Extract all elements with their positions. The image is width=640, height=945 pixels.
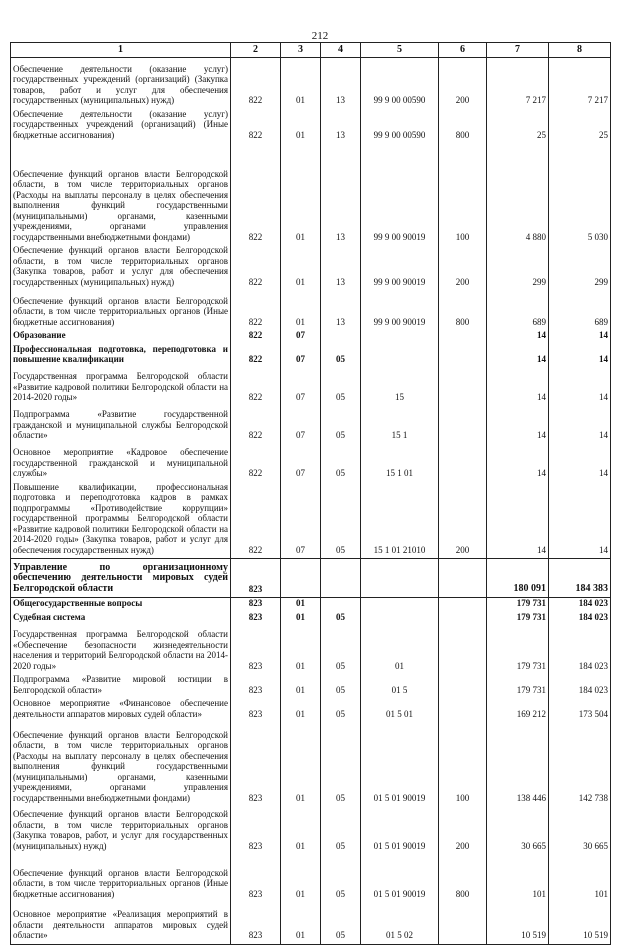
cell-c7: 179 731 (487, 598, 549, 612)
cell-c8: 184 023 (549, 612, 611, 626)
cell-c8: 30 665 (549, 806, 611, 854)
cell-c5 (361, 559, 439, 598)
row-name: Обеспечение функций органов власти Белгородской области, в том числе территориальных органов (Закупка товаров, работ и услуг для обеспечения государственных (муниципальных) нужд) (11, 245, 231, 290)
cell-c2: 822 (231, 143, 281, 245)
cell-c3: 07 (281, 330, 321, 344)
header-row (11, 43, 611, 58)
cell-c4: 05 (321, 368, 361, 406)
row-name: Основное мероприятие «Кадровое обеспечение государственной гражданской и муниципальной службы» (11, 444, 231, 482)
header-cell: 7 (487, 43, 549, 58)
cell-c5: 99 9 00 90019 (361, 290, 439, 330)
cell-c7: 14 (487, 344, 549, 368)
cell-c7: 14 (487, 330, 549, 344)
row-name: Основное мероприятие «Финансовое обеспечение деятельности аппаратов мировых судей области» (11, 698, 231, 722)
table-row (11, 598, 611, 612)
cell-c6: 200 (439, 58, 487, 109)
cell-c6 (439, 406, 487, 444)
table-row (11, 245, 611, 290)
cell-c5: 01 5 01 90019 (361, 854, 439, 902)
table-row (11, 143, 611, 245)
cell-c4: 13 (321, 109, 361, 144)
cell-c3: 07 (281, 444, 321, 482)
row-name: Обеспечение функций органов власти Белгородской области, в том числе территориальных органов (Расходы на выплаты персоналу в целях обеспечения выполнения функций государственными (муниципальными) органами, казенными учреждениями, органами управления государственными внебюджетными фондами) (11, 143, 231, 245)
cell-c5: 15 1 01 21010 (361, 482, 439, 559)
cell-c6 (439, 444, 487, 482)
cell-c2: 823 (231, 598, 281, 612)
cell-c4 (321, 330, 361, 344)
cell-c5: 01 5 (361, 674, 439, 698)
cell-c5: 01 (361, 625, 439, 674)
cell-c3: 01 (281, 854, 321, 902)
cell-c5: 99 9 00 90019 (361, 245, 439, 290)
cell-c8: 184 383 (549, 559, 611, 598)
table-row (11, 698, 611, 722)
cell-c3: 01 (281, 722, 321, 806)
cell-c5 (361, 598, 439, 612)
cell-c2: 823 (231, 698, 281, 722)
cell-c7: 10 519 (487, 902, 549, 944)
cell-c4: 05 (321, 674, 361, 698)
row-name: Образование (11, 330, 231, 344)
row-name: Повышение квалификации, профессиональная подготовка и переподготовка кадров в рамках подпрограммы «Противодействие коррупции» государственной программы Белгородской области «Развитие кадровой политики Белгородской области на 2014-2020 годы» (Закупка товаров, работ и услуг для обеспечения государственных нужд) (11, 482, 231, 559)
table-row (11, 902, 611, 944)
cell-c6: 100 (439, 143, 487, 245)
table-row (11, 674, 611, 698)
cell-c2: 823 (231, 674, 281, 698)
cell-c2: 822 (231, 368, 281, 406)
cell-c3: 07 (281, 344, 321, 368)
cell-c7: 30 665 (487, 806, 549, 854)
cell-c2: 822 (231, 245, 281, 290)
cell-c4: 05 (321, 722, 361, 806)
cell-c3: 01 (281, 109, 321, 144)
cell-c3: 07 (281, 368, 321, 406)
header-cell: 2 (231, 43, 281, 58)
cell-c3: 01 (281, 902, 321, 944)
cell-c6: 800 (439, 854, 487, 902)
cell-c5: 01 5 01 90019 (361, 806, 439, 854)
table-row (11, 612, 611, 626)
cell-c5: 15 1 01 (361, 444, 439, 482)
row-name: Государственная программа Белгородской области «Обеспечение безопасности жизнедеятельности населения и территорий Белгородской области на 2014-2020 годы» (11, 625, 231, 674)
table-row (11, 444, 611, 482)
table-row (11, 482, 611, 559)
cell-c7: 169 212 (487, 698, 549, 722)
cell-c7: 179 731 (487, 674, 549, 698)
cell-c3: 01 (281, 625, 321, 674)
cell-c8: 10 519 (549, 902, 611, 944)
cell-c4: 05 (321, 444, 361, 482)
cell-c7: 179 731 (487, 612, 549, 626)
cell-c2: 822 (231, 58, 281, 109)
cell-c3: 01 (281, 612, 321, 626)
table-row (11, 330, 611, 344)
cell-c4: 05 (321, 612, 361, 626)
row-name: Профессиональная подготовка, переподготовка и повышение квалификации (11, 344, 231, 368)
cell-c5 (361, 344, 439, 368)
cell-c3: 07 (281, 406, 321, 444)
cell-c8: 142 738 (549, 722, 611, 806)
cell-c2: 823 (231, 806, 281, 854)
cell-c2: 823 (231, 902, 281, 944)
row-name: Обеспечение функций органов власти Белгородской области, в том числе территориальных органов (Иные бюджетные ассигнования) (11, 854, 231, 902)
cell-c7: 180 091 (487, 559, 549, 598)
cell-c4: 05 (321, 854, 361, 902)
cell-c4: 05 (321, 698, 361, 722)
header-cell: 1 (11, 43, 231, 58)
cell-c2: 823 (231, 559, 281, 598)
cell-c6: 200 (439, 806, 487, 854)
cell-c4 (321, 559, 361, 598)
cell-c8: 101 (549, 854, 611, 902)
cell-c6 (439, 698, 487, 722)
cell-c6: 200 (439, 245, 487, 290)
table-row (11, 722, 611, 806)
cell-c5: 99 9 00 90019 (361, 143, 439, 245)
row-name: Обеспечение функций органов власти Белгородской области, в том числе территориальных органов (Закупка товаров, работ, и услуг для государственных (муниципальных) нужд) (11, 806, 231, 854)
cell-c5: 01 5 02 (361, 902, 439, 944)
cell-c8: 299 (549, 245, 611, 290)
table-row (11, 368, 611, 406)
cell-c4: 05 (321, 902, 361, 944)
cell-c3: 07 (281, 482, 321, 559)
cell-c6: 200 (439, 482, 487, 559)
cell-c8: 184 023 (549, 598, 611, 612)
cell-c6: 100 (439, 722, 487, 806)
cell-c8: 14 (549, 330, 611, 344)
cell-c4 (321, 598, 361, 612)
cell-c6: 800 (439, 290, 487, 330)
cell-c7: 14 (487, 444, 549, 482)
header-cell: 4 (321, 43, 361, 58)
cell-c5 (361, 330, 439, 344)
cell-c6 (439, 902, 487, 944)
cell-c2: 822 (231, 344, 281, 368)
cell-c3: 01 (281, 674, 321, 698)
cell-c5: 01 5 01 90019 (361, 722, 439, 806)
cell-c2: 822 (231, 444, 281, 482)
table-row (11, 806, 611, 854)
cell-c8: 184 023 (549, 625, 611, 674)
cell-c8: 5 030 (549, 143, 611, 245)
cell-c7: 14 (487, 368, 549, 406)
header-cell: 8 (549, 43, 611, 58)
cell-c7: 179 731 (487, 625, 549, 674)
cell-c3: 01 (281, 806, 321, 854)
cell-c5 (361, 612, 439, 626)
cell-c7: 14 (487, 482, 549, 559)
cell-c8: 184 023 (549, 674, 611, 698)
row-name: Государственная программа Белгородской области «Развитие кадровой политики Белгородской области на 2014-2020 годы» (11, 368, 231, 406)
cell-c8: 14 (549, 344, 611, 368)
cell-c2: 823 (231, 625, 281, 674)
cell-c3: 01 (281, 58, 321, 109)
cell-c2: 822 (231, 406, 281, 444)
cell-c5: 01 5 01 (361, 698, 439, 722)
cell-c2: 823 (231, 854, 281, 902)
cell-c2: 822 (231, 109, 281, 144)
cell-c4: 05 (321, 406, 361, 444)
cell-c3: 01 (281, 698, 321, 722)
cell-c6: 800 (439, 109, 487, 144)
cell-c8: 14 (549, 368, 611, 406)
table-row (11, 625, 611, 674)
cell-c4: 13 (321, 58, 361, 109)
cell-c4: 05 (321, 625, 361, 674)
cell-c4: 05 (321, 806, 361, 854)
row-name: Подпрограмма «Развитие мировой юстиции в Белгородской области» (11, 674, 231, 698)
cell-c3: 01 (281, 245, 321, 290)
cell-c3: 01 (281, 598, 321, 612)
cell-c6 (439, 559, 487, 598)
cell-c8: 7 217 (549, 58, 611, 109)
row-name: Обеспечение деятельности (оказание услуг) государственных учреждений (организаций) (Иные бюджетные ассигнования) (11, 109, 231, 144)
table-row (11, 58, 611, 109)
cell-c3: 01 (281, 290, 321, 330)
cell-c7: 101 (487, 854, 549, 902)
cell-c2: 822 (231, 482, 281, 559)
cell-c7: 138 446 (487, 722, 549, 806)
cell-c7: 4 880 (487, 143, 549, 245)
cell-c5: 99 9 00 00590 (361, 109, 439, 144)
cell-c6 (439, 344, 487, 368)
header-cell: 6 (439, 43, 487, 58)
cell-c7: 299 (487, 245, 549, 290)
row-name: Общегосударственные вопросы (11, 598, 231, 612)
cell-c4: 13 (321, 143, 361, 245)
table-row (11, 290, 611, 330)
cell-c6 (439, 330, 487, 344)
cell-c5: 15 1 (361, 406, 439, 444)
cell-c5: 15 (361, 368, 439, 406)
cell-c7: 14 (487, 406, 549, 444)
row-name: Обеспечение функций органов власти Белгородской области, в том числе территориальных органов (Расходы на выплату персоналу в целях обеспечения выполнения функций государственными (муниципальными) органами, казенными учреждениями, органами управления государственными внебюджетными фондами) (11, 722, 231, 806)
table-row (11, 854, 611, 902)
cell-c2: 822 (231, 330, 281, 344)
table-row (11, 109, 611, 144)
cell-c7: 25 (487, 109, 549, 144)
header-cell: 3 (281, 43, 321, 58)
row-name: Основное мероприятие «Реализация мероприятий в области деятельности аппаратов мировых судей области» (11, 902, 231, 944)
cell-c6 (439, 598, 487, 612)
cell-c4: 05 (321, 344, 361, 368)
row-name: Судебная система (11, 612, 231, 626)
cell-c7: 689 (487, 290, 549, 330)
cell-c4: 05 (321, 482, 361, 559)
header-cell: 5 (361, 43, 439, 58)
cell-c8: 25 (549, 109, 611, 144)
cell-c2: 822 (231, 290, 281, 330)
row-name: Управление по организационному обеспечению деятельности мировых судей Белгородской области (11, 559, 231, 598)
cell-c7: 7 217 (487, 58, 549, 109)
page-number: 212 (311, 30, 329, 42)
table-row (11, 406, 611, 444)
cell-c6 (439, 368, 487, 406)
cell-c3 (281, 559, 321, 598)
table-row (11, 344, 611, 368)
cell-c8: 14 (549, 444, 611, 482)
cell-c4: 13 (321, 290, 361, 330)
table-row (11, 559, 611, 598)
cell-c5: 99 9 00 00590 (361, 58, 439, 109)
cell-c6 (439, 612, 487, 626)
budget-table (10, 42, 611, 945)
cell-c8: 689 (549, 290, 611, 330)
row-name: Обеспечение функций органов власти Белгородской области, в том числе территориальных органов (Иные бюджетные ассигнования) (11, 290, 231, 330)
cell-c8: 173 504 (549, 698, 611, 722)
cell-c6 (439, 674, 487, 698)
row-name: Обеспечение деятельности (оказание услуг) государственных учреждений (организаций) (Закупка товаров, работ и услуг для обеспечения государственных (муниципальных) нужд) (11, 58, 231, 109)
row-name: Подпрограмма «Развитие государственной гражданской и муниципальной службы Белгородской области» (11, 406, 231, 444)
cell-c6 (439, 625, 487, 674)
cell-c4: 13 (321, 245, 361, 290)
cell-c3: 01 (281, 143, 321, 245)
cell-c8: 14 (549, 406, 611, 444)
cell-c2: 823 (231, 612, 281, 626)
cell-c8: 14 (549, 482, 611, 559)
cell-c2: 823 (231, 722, 281, 806)
